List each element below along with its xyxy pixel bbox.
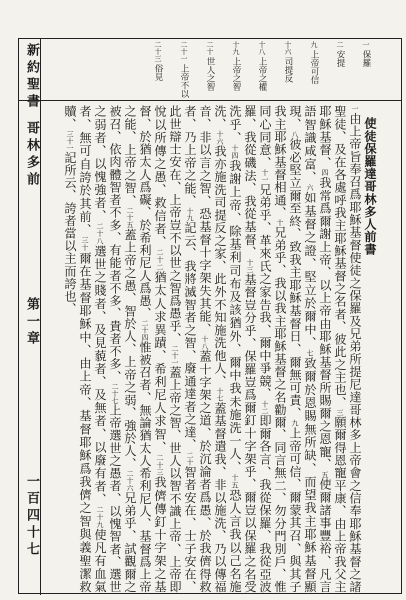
verse-number: 二十一	[171, 344, 179, 366]
verse-number: 六	[306, 183, 314, 192]
note-text: 上帝不以	[179, 64, 189, 99]
verse-text: 彼必堅立爾至終、致我主耶穌基督日、爾無可責、	[288, 137, 302, 420]
verse-text: 兄弟乎、試觀爾之被召、依肉體智者不多、有能者不多、貴者不多、	[108, 105, 137, 593]
epistle-intro-title: 使徒保羅達哥林多人前書	[363, 117, 377, 256]
verse-number: 五	[321, 470, 329, 478]
marginal-note	[283, 41, 293, 83]
verse-text: 猶太人求異蹟、希利尼人求智、	[153, 270, 167, 454]
verse-number: 十四	[231, 144, 239, 160]
verse-text: 蓋上帝之智、世人以智不識上帝、上帝即悅以所傳之愚、救信者、	[153, 105, 182, 593]
note-verse-number: 二十	[206, 41, 214, 58]
note-text: 安提	[335, 50, 345, 68]
marginal-note	[335, 41, 345, 67]
note-verse-number: 一	[362, 41, 370, 51]
chapter-title: 第一章	[24, 297, 39, 348]
marginal-note	[257, 41, 267, 91]
verse-text: 使爾諸事豐裕、凡言語智識咸富、	[303, 105, 332, 593]
verse-number: 一	[351, 105, 359, 113]
note-text: 上帝可信	[309, 50, 319, 85]
verse-text: 蓋基督遣我、非以施洗、乃以傳福音、非以言之智、恐基督十字架失其能、	[198, 105, 227, 593]
verse-text: 爾在基督耶穌中、由上帝、基督耶穌爲我儕之智與義聖潔救贖、	[63, 105, 92, 593]
note-text: 上帝之權	[257, 57, 267, 92]
verse-text: 我亦施洗司提反之家、此外不知施洗他人、	[213, 144, 227, 388]
verse-text: 致爾於恩賜無所缺、而望我主耶穌基督顯現、	[288, 105, 317, 593]
verse-number: 十九	[186, 207, 194, 222]
verse-number: 三	[336, 408, 344, 416]
verse-text: 由上帝旨奉召爲耶穌基督使徒之保羅及兄弟所提尼達哥林多上帝會之信奉耶穌基督之諸聖徒、及在各處呼我主耶穌基督之名者、彼此之主也、	[333, 105, 362, 593]
verse-number: 十	[276, 218, 284, 226]
verse-number: 二十	[186, 451, 194, 466]
note-verse-number: 十六	[284, 41, 292, 58]
verse-number: 七	[306, 349, 314, 357]
verse-number: 三十一	[66, 130, 74, 152]
marginal-note	[361, 41, 371, 67]
marginal-note	[179, 41, 189, 98]
verse-text: 上帝可信、爾蒙其召、與其子我主耶穌基督相通、	[273, 105, 302, 593]
book-title: 新約聖書	[24, 43, 39, 111]
verse-number: 十六	[216, 130, 224, 145]
note-verse-number: 十九	[232, 41, 240, 58]
verse-number: 二十三	[156, 453, 164, 476]
verse-text: 選世之賤者、及見藐者、及無者、以廢有者、	[93, 244, 107, 506]
scripture-text	[41, 101, 379, 593]
note-verse-number: 二十一	[180, 41, 188, 65]
verse-number: 二十四	[141, 319, 149, 341]
verse-number: 四	[321, 169, 329, 177]
verse-number: 九	[291, 419, 299, 427]
note-text: 上帝之智	[231, 57, 241, 92]
verse-text: 即爾各言、我從保羅、我從亞波羅、我從磯法、我從基督、	[243, 105, 272, 593]
verse-number: 二十七	[111, 382, 119, 404]
verse-text: 我儕傳釘十字架之基督、於猶太人爲礙、於希利尼人爲愚、	[138, 105, 167, 593]
verse-text: 記云、我將滅智者之智、廢通達者之達、	[183, 221, 197, 452]
verse-text: 使凡有血氣者、無可自誇於其前、	[78, 105, 107, 593]
verse-number: 八	[291, 130, 299, 138]
note-verse-number: 二十三	[154, 41, 162, 65]
marginal-note	[309, 41, 319, 84]
note-text: 司提反	[283, 57, 293, 83]
verse-text: 上帝選世之愚者、以愧智者、選世之弱者、以愧強者、	[93, 105, 122, 593]
verse-number: 十一	[261, 168, 269, 184]
note-text: 俗見	[153, 64, 163, 82]
marginal-note	[153, 41, 163, 81]
note-text: 保羅	[361, 50, 371, 68]
verse-text: 我謝上帝、除基利司布及該猶外、爾中我未施洗一人、	[228, 159, 242, 474]
marginal-note	[205, 41, 215, 91]
verse-number: 十八	[201, 335, 209, 350]
verse-text: 我常爲爾謝上帝、以上帝由耶穌基督所賜爾之恩寵、	[318, 176, 332, 471]
verse-text: 智者安在、士子安在、此世辯士安在、上帝豈不以世之智爲愚乎、	[168, 105, 197, 593]
chapter-body	[62, 105, 362, 593]
verse-text: 如基督之證、堅立於爾中、	[303, 191, 317, 350]
note-text: 世人之智	[205, 57, 215, 92]
verse-text: 惟被召者、無論猶太人希利尼人、基督爲上帝之能、上帝之智、	[123, 105, 152, 593]
epistle-title: 哥林多前	[24, 121, 39, 189]
verse-number: 二十六	[126, 469, 134, 492]
verse-text: 蓋十字架之道、於沉淪者爲愚、於我儕得救者、乃上帝之能、	[183, 105, 212, 593]
marginal-notes	[19, 39, 401, 101]
verse-number: 二十九	[96, 505, 104, 529]
verse-text: 蓋上帝之愚、智於人、上帝之弱、強於人、	[123, 228, 137, 470]
verse-number: 十三	[246, 258, 254, 274]
verse-number: 三十	[81, 236, 89, 252]
note-verse-number: 九	[310, 41, 318, 51]
page-number: 一百四十七	[24, 474, 39, 559]
verse-number: 二十八	[96, 222, 104, 245]
scripture-page	[18, 38, 402, 594]
verse-text: 願爾得恩寵平康、由上帝我父主耶穌基督、	[318, 105, 347, 593]
marginal-note	[231, 41, 241, 91]
note-verse-number: 十八	[258, 41, 266, 58]
verse-number: 十七	[216, 387, 224, 402]
note-verse-number: 二	[336, 41, 344, 51]
verse-number: 二十五	[126, 206, 134, 229]
verse-number: 十二	[261, 400, 269, 415]
verse-number: 十五	[231, 473, 239, 489]
verse-text: 恐人言我以己名施洗、	[213, 105, 242, 593]
verse-text: 記所云、誇者當以主而誇也、	[63, 151, 77, 316]
verse-text: 基督豈分乎、保羅豈爲爾釘十字架乎、爾豈以保羅之名受洗乎、	[228, 105, 257, 593]
verse-text: 兄弟乎、革來氏之家告我、爾中爭競、	[258, 183, 272, 401]
verse-number: 二十二	[156, 248, 164, 271]
page-header-rail	[19, 39, 41, 595]
verse-text: 兄弟乎、我以我主耶穌基督之名勸爾、同言無二、勿分門別戶、惟同心同意、	[258, 105, 287, 593]
